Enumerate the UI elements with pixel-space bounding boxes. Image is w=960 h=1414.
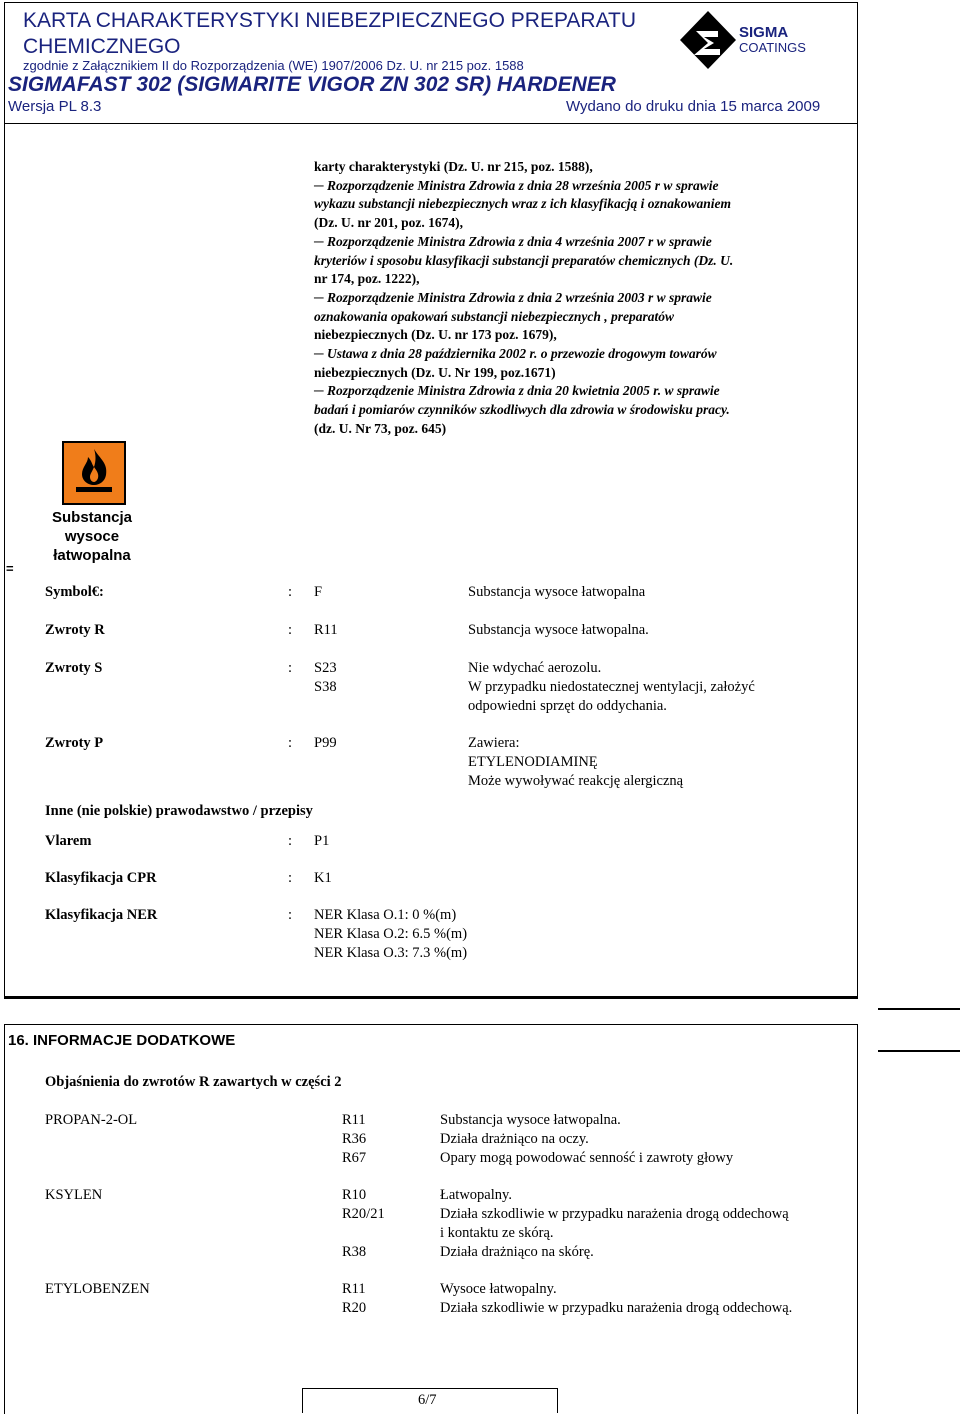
- document-title-line2: CHEMICZNEGO: [23, 35, 181, 58]
- colon: :: [288, 735, 293, 751]
- s-phrase-code: S23: [314, 660, 337, 676]
- r-phrases-label: Zwroty R: [45, 622, 105, 638]
- page-number: 6/7: [418, 1392, 437, 1408]
- page-box-left: [302, 1388, 303, 1413]
- other-law-heading: Inne (nie polskie) prawodawstwo / przepisy: [45, 803, 313, 819]
- product-name: SIGMAFAST 302 (SIGMARITE VIGOR ZN 302 SR) HARDENER: [8, 73, 616, 96]
- s-phrase-desc: W przypadku niedostatecznej wentylacji, założyć: [468, 679, 755, 695]
- r-phrase-code: R11: [314, 622, 338, 638]
- vlarem-label: Vlarem: [45, 833, 92, 849]
- p-phrase-code: P99: [314, 735, 337, 751]
- colon: :: [288, 660, 293, 676]
- regulation-item: ─ Rozporządzenie Ministra Zdrowia z dnia 28 września 2005 r w sprawie wykazu substancji niebezpiecznych wraz z ich klasyfikacją i oznakowaniem (Dz. U. nr 201, poz. 1674),: [314, 177, 732, 231]
- colon: :: [288, 622, 293, 638]
- document-title: KARTA CHARAKTERYSTYKI NIEBEZPIECZNEGO PREPARATU: [23, 9, 637, 32]
- p-phrase-desc: Zawiera:: [468, 735, 520, 751]
- s-phrase-desc: odpowiedni sprzęt do oddychania.: [468, 698, 667, 714]
- p-phrase-desc: Może wywoływać reakcję alergiczną: [468, 773, 684, 789]
- substance-name: ETYLOBENZEN: [45, 1281, 150, 1297]
- regulation-item: karty charakterystyki (Dz. U. nr 215, poz. 1588),: [314, 159, 593, 174]
- ner-code: NER Klasa O.1: 0 %(m): [314, 907, 457, 923]
- s-phrase-code: S38: [314, 679, 337, 695]
- r-code: R10: [342, 1187, 367, 1203]
- colon: :: [288, 870, 293, 886]
- r-desc: Wysoce łatwopalny.: [440, 1281, 557, 1297]
- vlarem-code: P1: [314, 833, 330, 849]
- r-code: R11: [342, 1112, 366, 1128]
- substance-name: KSYLEN: [45, 1187, 103, 1203]
- r-desc: i kontaktu ze skórą.: [440, 1225, 554, 1241]
- section-divider: [4, 1024, 858, 1025]
- logo-text-sigma: SIGMA: [739, 24, 789, 41]
- page-box-top: [302, 1388, 558, 1389]
- section-subtitle: Objaśnienia do zwrotów R zawartych w części 2: [45, 1074, 342, 1090]
- cpr-code: K1: [314, 870, 332, 886]
- regulation-item: ─ Rozporządzenie Ministra Zdrowia z dnia 2 września 2003 r w sprawie oznakowania opakowań substancji niebezpiecznych , preparatów niebezpiecznych (Dz. U. nr 173 poz. 1679),: [314, 289, 712, 343]
- regulations-list: [314, 158, 733, 439]
- substance-name: PROPAN-2-OL: [45, 1112, 138, 1128]
- symbol-label: Symbol€:: [45, 584, 104, 600]
- ner-label: Klasyfikacja NER: [45, 907, 158, 923]
- page-box-right: [557, 1388, 558, 1413]
- logo-text-coatings: COATINGS: [739, 40, 806, 55]
- symbol-desc: Substancja wysoce łatwopalna: [468, 584, 646, 600]
- main-frame: [4, 2, 858, 998]
- version-label: Wersja PL 8.3: [8, 98, 102, 115]
- r-phrase-desc: Substancja wysoce łatwopalna.: [468, 622, 649, 638]
- flame-icon: [62, 441, 126, 505]
- symbol-code: F: [314, 584, 323, 600]
- regulation-item: ─ Rozporządzenie Ministra Zdrowia z dnia 20 kwietnia 2005 r. w sprawie badań i pomiarów czynników szkodliwych dla zdrowia w środowisku pracy. (dz. U. Nr 73, poz. 645): [314, 383, 730, 436]
- r-desc: Działa drażniąco na skórę.: [440, 1244, 594, 1260]
- r-code: R11: [342, 1281, 366, 1297]
- colon: :: [288, 833, 293, 849]
- r-desc: Opary mogą powodować senność i zawroty głowy: [440, 1150, 734, 1166]
- cpr-label: Klasyfikacja CPR: [45, 870, 157, 886]
- r-code: R36: [342, 1131, 367, 1147]
- p-phrases-label: Zwroty P: [45, 735, 104, 751]
- r-code: R20/21: [342, 1206, 385, 1222]
- r-code: R67: [342, 1150, 367, 1166]
- colon: :: [288, 584, 293, 600]
- regulation-item: ─ Rozporządzenie Ministra Zdrowia z dnia 4 września 2007 r w sprawie kryteriów i sposobu klasyfikacji substancji preparatów chemicznych (Dz. U. nr 174, poz. 1222),: [314, 233, 734, 287]
- ner-code: NER Klasa O.3: 7.3 %(m): [314, 945, 468, 961]
- document-subtitle: zgodnie z Załącznikiem II do Rozporządzenia (WE) 1907/2006 Dz. U. nr 215 poz. 1588: [23, 58, 524, 73]
- margin-rule: [878, 1050, 960, 1052]
- r-desc: Łatwopalny.: [440, 1187, 512, 1203]
- header-divider: [4, 123, 858, 124]
- r-code: R20: [342, 1300, 367, 1316]
- s-phrase-desc: Nie wdychać aerozolu.: [468, 660, 602, 676]
- r-desc: Działa drażniąco na oczy.: [440, 1131, 589, 1147]
- hazard-label: Substancja wysoce łatwopalna: [51, 509, 133, 564]
- regulation-item: ─ Ustawa z dnia 28 października 2002 r. o przewozie drogowym towarów niebezpiecznych (Dz. U. Nr 199, poz.1671): [314, 346, 717, 380]
- p-phrase-desc: ETYLENODIAMINĘ: [468, 754, 598, 770]
- r-desc: Działa szkodliwie w przypadku narażenia drogą oddechową: [440, 1206, 789, 1222]
- frame-bottom-rule: [4, 996, 858, 999]
- eq-marker: =: [6, 561, 14, 576]
- s-phrases-label: Zwroty S: [45, 660, 103, 676]
- section-title: 16. INFORMACJE DODATKOWE: [8, 1032, 236, 1049]
- ner-code: NER Klasa O.2: 6.5 %(m): [314, 926, 468, 942]
- r-desc: Substancja wysoce łatwopalna.: [440, 1112, 621, 1128]
- margin-rule: [878, 1008, 960, 1010]
- colon: :: [288, 907, 293, 923]
- print-date: Wydano do druku dnia 15 marca 2009: [566, 98, 821, 115]
- r-desc: Działa szkodliwie w przypadku narażenia drogą oddechową.: [440, 1300, 793, 1316]
- r-code: R38: [342, 1244, 367, 1260]
